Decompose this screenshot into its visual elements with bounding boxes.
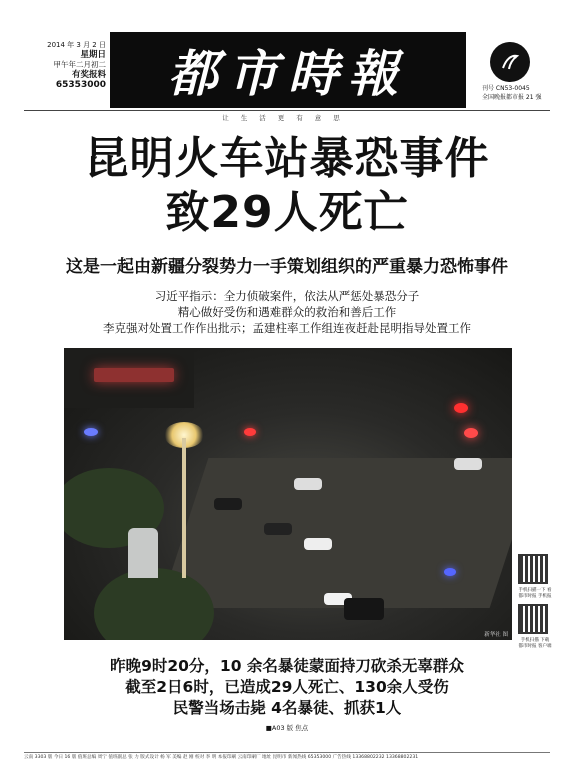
police-light <box>444 568 456 576</box>
issue-code: 刊号 CN53-0045 <box>482 85 530 92</box>
masthead-info <box>24 40 106 90</box>
page-reference[interactable]: ■A03 版 焦点 <box>265 724 309 732</box>
photo-road <box>160 458 512 608</box>
summary-line: 民警当场击毙 4名暴徒、抓获1人 <box>172 699 402 717</box>
police-light <box>464 428 478 438</box>
key-point: 精心做好受伤和遇难群众的救治和善后工作 <box>177 305 397 319</box>
photo-credit: 新华社 图 <box>484 632 508 638</box>
logo-text: 都市時報 <box>168 44 408 103</box>
hotline-label: 有奖报料 <box>71 70 106 80</box>
photo-car <box>304 538 332 550</box>
lunar-date: 甲午年二月初二 <box>53 60 106 69</box>
subheadline: 这是一起由新疆分裂势力一手策划组织的严重暴力恐怖事件 <box>66 257 508 277</box>
qr-code-icon[interactable] <box>518 604 548 634</box>
photo-car <box>344 598 384 620</box>
photo-car <box>454 458 482 470</box>
key-point: 习近平指示：全力侦破案件，依法从严惩处暴恐分子 <box>154 289 420 303</box>
photo-car <box>294 478 322 490</box>
newspaper-logo <box>110 32 466 108</box>
newspaper-front-page <box>24 24 550 768</box>
qr-caption: 手机扫描一下 看都市时报 手机报 <box>518 588 552 599</box>
police-light <box>454 403 468 413</box>
crane-emblem-icon <box>490 42 530 82</box>
photo-car <box>264 523 292 535</box>
police-light <box>244 428 256 436</box>
hotline-number: 65353000 <box>55 80 106 90</box>
street-lamp-pole <box>182 438 186 578</box>
police-light <box>84 428 98 436</box>
main-headline <box>24 132 550 240</box>
story-summary <box>24 656 550 719</box>
photo-kiosk <box>128 528 158 578</box>
footer-credits: 云南 3303 版 今日 16 版 值班总编 周宁 值班副总 张 力 版式设计 杨 军 美编 赵 刚 校对 李 明 本报印刷 云南印刷厂 地址 昆明市 新闻热线 65353000 广告热线 13368802232 13368802231 <box>24 752 550 761</box>
issue-note: 全国晚报都市报 21 强 <box>482 94 542 101</box>
issue-meta <box>482 84 552 102</box>
qr-caption: 手机扫描 下载 都市时报 客户端 <box>518 638 552 649</box>
neon-sign <box>94 368 174 382</box>
news-photo <box>64 348 512 640</box>
key-point: 李克强对处置工作作出批示；孟建柱率工作组连夜赶赴昆明指导处置工作 <box>103 321 471 335</box>
issue-weekday: 星期日 <box>80 50 106 60</box>
headline-line-2: 致29人死亡 <box>165 187 409 238</box>
qr-code-icon[interactable] <box>518 554 548 584</box>
key-points <box>24 288 550 336</box>
summary-line: 截至2日6时，已造成29人死亡、130余人受伤 <box>125 678 449 696</box>
issue-date: 2014 年 3 月 2 日 <box>47 41 106 49</box>
photo-car <box>214 498 242 510</box>
summary-line: 昨晚9时20分，10 余名暴徒蒙面持刀砍杀无辜群众 <box>110 657 464 675</box>
headline-line-1: 昆明火车站暴恐事件 <box>84 133 490 184</box>
slogan: 让生活更有意思 <box>24 110 550 122</box>
qr-codes <box>518 554 552 654</box>
